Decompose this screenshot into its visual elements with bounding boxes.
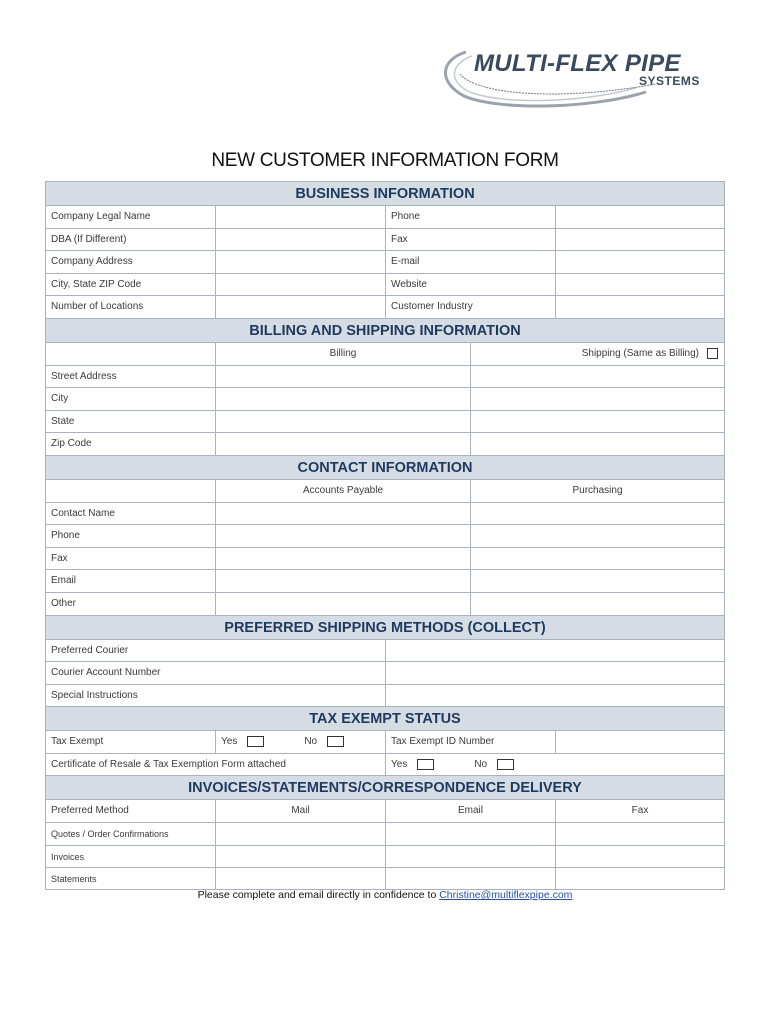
email-column-header: Email — [385, 799, 555, 822]
company-legal-name-field[interactable] — [215, 205, 385, 228]
contact-header-blank — [45, 479, 215, 502]
logo-main-text: MULTI-FLEX PIPE — [474, 50, 681, 77]
contact-email-link[interactable]: Christine@multiflexpipe.com — [439, 889, 573, 901]
shipping-methods-section-heading: PREFERRED SHIPPING METHODS (COLLECT) — [45, 615, 725, 639]
billing-street-field[interactable] — [215, 365, 470, 388]
table-row — [45, 592, 725, 615]
shipping-city-field[interactable] — [470, 387, 725, 410]
ap-phone-field[interactable] — [215, 524, 470, 547]
tax-exempt-yes-checkbox[interactable] — [247, 736, 264, 747]
tax-exempt-no-checkbox[interactable] — [327, 736, 344, 747]
table-row — [45, 822, 725, 845]
table-row — [45, 342, 725, 365]
fax-field[interactable] — [555, 228, 725, 251]
phone-field[interactable] — [555, 205, 725, 228]
footer-text: Please complete and email directly in confidence to — [197, 889, 440, 901]
quotes-mail-field[interactable] — [215, 822, 385, 845]
table-row — [45, 387, 725, 410]
table-row — [45, 661, 725, 684]
table-row — [45, 730, 725, 753]
quotes-email-field[interactable] — [385, 822, 555, 845]
ap-other-field[interactable] — [215, 592, 470, 615]
mail-column-header: Mail — [215, 799, 385, 822]
purchasing-email-field[interactable] — [470, 569, 725, 592]
table-row — [45, 432, 725, 455]
table-row — [45, 569, 725, 592]
quotes-label: Quotes / Order Confirmations — [45, 822, 215, 845]
certificate-no-checkbox[interactable] — [497, 759, 514, 770]
email-field[interactable] — [555, 250, 725, 273]
tax-exempt-id-label: Tax Exempt ID Number — [385, 730, 555, 753]
table-row — [45, 502, 725, 525]
contact-fax-label: Fax — [45, 547, 215, 570]
tax-exempt-label: Tax Exempt — [45, 730, 215, 753]
contact-phone-label: Phone — [45, 524, 215, 547]
statements-label: Statements — [45, 867, 215, 890]
zip-code-label: Zip Code — [45, 432, 215, 455]
certificate-yes-checkbox[interactable] — [417, 759, 434, 770]
company-logo — [436, 44, 712, 110]
customer-form — [45, 181, 725, 890]
ap-fax-field[interactable] — [215, 547, 470, 570]
state-label: State — [45, 410, 215, 433]
phone-label: Phone — [385, 205, 555, 228]
number-of-locations-label: Number of Locations — [45, 295, 215, 318]
delivery-section-heading: INVOICES/STATEMENTS/CORRESPONDENCE DELIVERY — [45, 775, 725, 799]
table-row — [45, 524, 725, 547]
statements-fax-field[interactable] — [555, 867, 725, 890]
shipping-column-header — [470, 342, 725, 365]
footer-note — [0, 889, 770, 901]
table-row — [45, 547, 725, 570]
city-state-zip-field[interactable] — [215, 273, 385, 296]
contact-name-label: Contact Name — [45, 502, 215, 525]
preferred-method-label: Preferred Method — [45, 799, 215, 822]
certificate-label: Certificate of Resale & Tax Exemption Form attached — [45, 753, 385, 776]
website-label: Website — [385, 273, 555, 296]
customer-industry-label: Customer Industry — [385, 295, 555, 318]
table-row — [45, 867, 725, 890]
billing-section-heading: BILLING AND SHIPPING INFORMATION — [45, 318, 725, 342]
purchasing-other-field[interactable] — [470, 592, 725, 615]
street-address-label: Street Address — [45, 365, 215, 388]
shipping-zip-field[interactable] — [470, 432, 725, 455]
table-row — [45, 479, 725, 502]
page-title: NEW CUSTOMER INFORMATION FORM — [211, 150, 559, 171]
certificate-options — [385, 753, 725, 776]
contact-email-label: Email — [45, 569, 215, 592]
purchasing-contact-name-field[interactable] — [470, 502, 725, 525]
city-label: City — [45, 387, 215, 410]
preferred-courier-field[interactable] — [385, 639, 725, 662]
courier-account-number-field[interactable] — [385, 661, 725, 684]
logo-sub-text: SYSTEMS — [639, 74, 700, 88]
company-address-field[interactable] — [215, 250, 385, 273]
certificate-no-label: No — [474, 758, 488, 770]
fax-column-header: Fax — [555, 799, 725, 822]
tax-exempt-options — [215, 730, 385, 753]
ap-email-field[interactable] — [215, 569, 470, 592]
table-row — [45, 799, 725, 822]
table-row — [45, 684, 725, 707]
business-section-heading: BUSINESS INFORMATION — [45, 181, 725, 205]
table-row — [45, 250, 725, 273]
same-as-billing-checkbox[interactable] — [707, 348, 718, 359]
statements-mail-field[interactable] — [215, 867, 385, 890]
invoices-fax-field[interactable] — [555, 845, 725, 868]
table-row — [45, 205, 725, 228]
table-row — [45, 365, 725, 388]
tax-exempt-id-field[interactable] — [555, 730, 725, 753]
accounts-payable-column-header: Accounts Payable — [215, 479, 470, 502]
billing-zip-field[interactable] — [215, 432, 470, 455]
purchasing-phone-field[interactable] — [470, 524, 725, 547]
table-row — [45, 639, 725, 662]
tax-exempt-yes-label: Yes — [221, 736, 238, 748]
shipping-street-field[interactable] — [470, 365, 725, 388]
special-instructions-field[interactable] — [385, 684, 725, 707]
table-row — [45, 295, 725, 318]
table-row — [45, 410, 725, 433]
quotes-fax-field[interactable] — [555, 822, 725, 845]
certificate-yes-label: Yes — [391, 758, 408, 770]
fax-label: Fax — [385, 228, 555, 251]
invoices-email-field[interactable] — [385, 845, 555, 868]
statements-email-field[interactable] — [385, 867, 555, 890]
city-state-zip-label: City, State ZIP Code — [45, 273, 215, 296]
billing-column-header: Billing — [215, 342, 470, 365]
contact-other-label: Other — [45, 592, 215, 615]
purchasing-column-header: Purchasing — [470, 479, 725, 502]
tax-section-heading: TAX EXEMPT STATUS — [45, 706, 725, 730]
billing-header-blank — [45, 342, 215, 365]
dba-field[interactable] — [215, 228, 385, 251]
invoices-mail-field[interactable] — [215, 845, 385, 868]
table-row — [45, 845, 725, 868]
number-of-locations-field[interactable] — [215, 295, 385, 318]
billing-state-field[interactable] — [215, 410, 470, 433]
courier-account-number-label: Courier Account Number — [45, 661, 385, 684]
contact-section-heading: CONTACT INFORMATION — [45, 455, 725, 479]
table-row — [45, 273, 725, 296]
purchasing-fax-field[interactable] — [470, 547, 725, 570]
dba-label: DBA (If Different) — [45, 228, 215, 251]
preferred-courier-label: Preferred Courier — [45, 639, 385, 662]
customer-industry-field[interactable] — [555, 295, 725, 318]
tax-exempt-no-label: No — [304, 736, 318, 748]
billing-city-field[interactable] — [215, 387, 470, 410]
invoices-label: Invoices — [45, 845, 215, 868]
company-address-label: Company Address — [45, 250, 215, 273]
special-instructions-label: Special Instructions — [45, 684, 385, 707]
shipping-column-label: Shipping (Same as Billing) — [581, 347, 699, 359]
company-legal-name-label: Company Legal Name — [45, 205, 215, 228]
ap-contact-name-field[interactable] — [215, 502, 470, 525]
table-row — [45, 228, 725, 251]
email-label: E-mail — [385, 250, 555, 273]
website-field[interactable] — [555, 273, 725, 296]
table-row — [45, 753, 725, 776]
shipping-state-field[interactable] — [470, 410, 725, 433]
